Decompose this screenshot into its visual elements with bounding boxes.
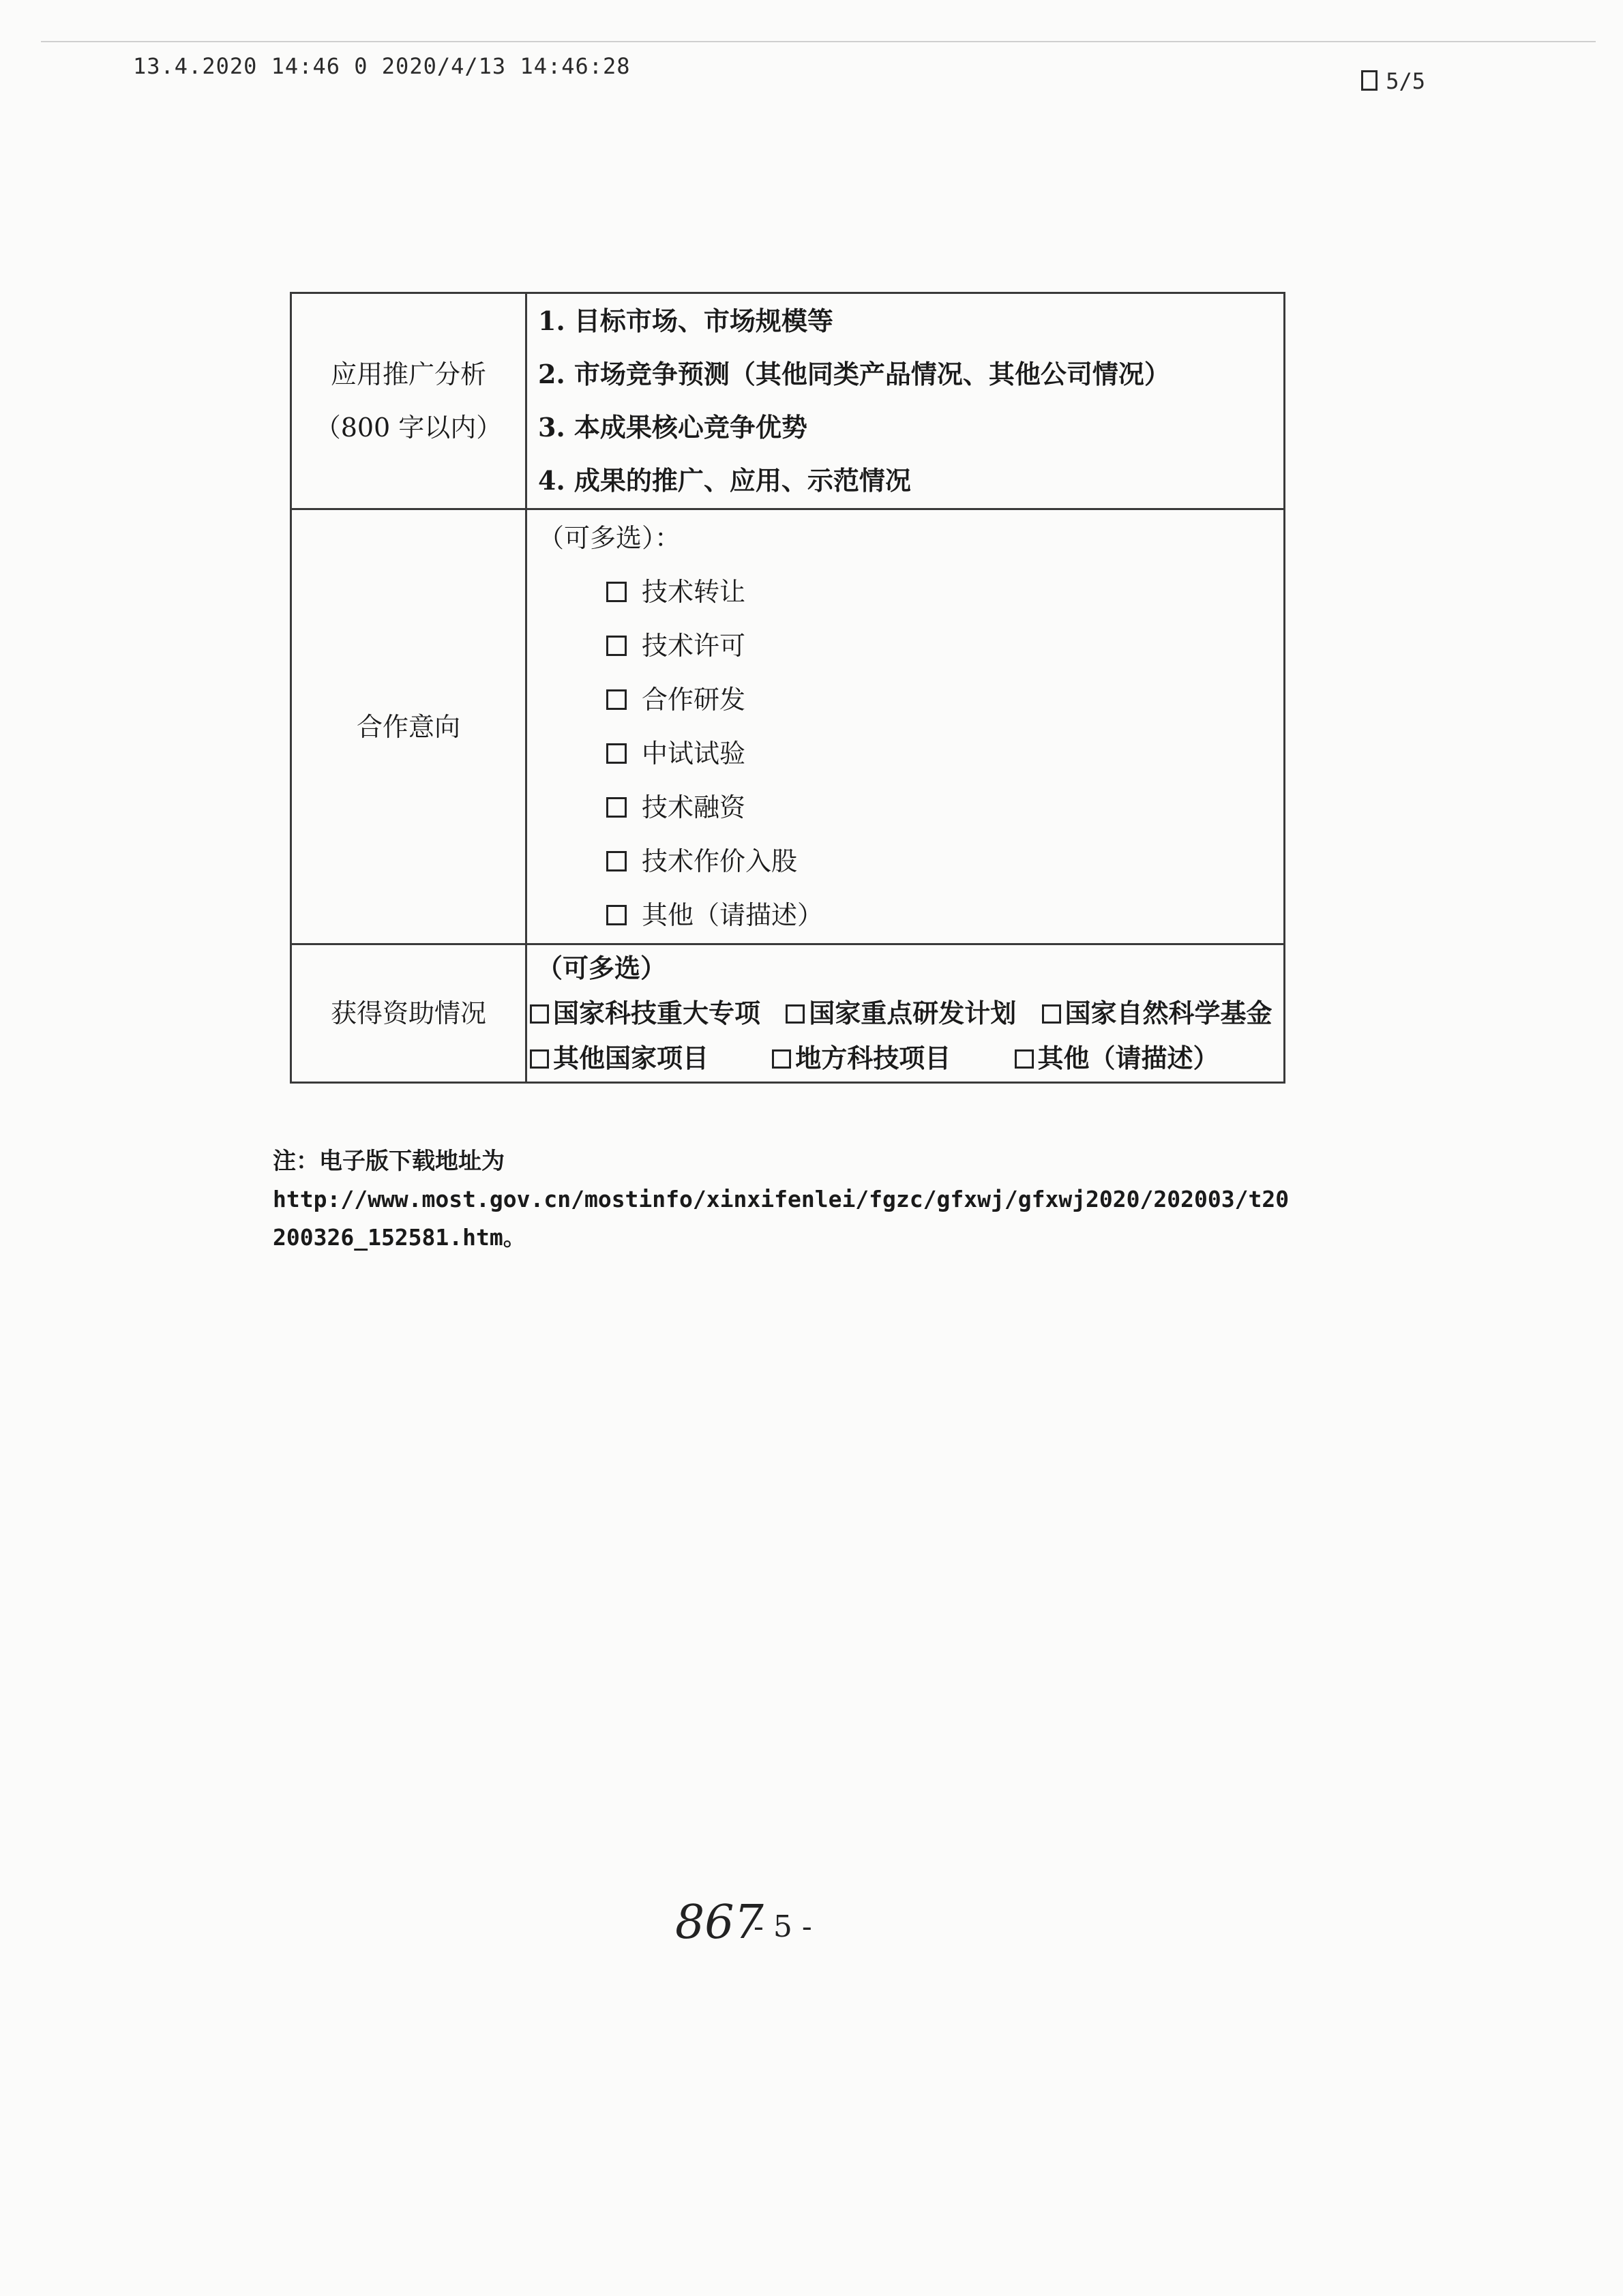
footnote-heading: 注：电子版下载地址为	[273, 1148, 505, 1175]
funding-note: （可多选）	[537, 953, 667, 983]
funding-options-row	[530, 991, 1283, 1036]
scan-top-edge	[41, 41, 1596, 42]
checkbox[interactable]	[530, 1004, 549, 1024]
funding-option-nsfc[interactable]: 国家自然科学基金	[1042, 991, 1272, 1036]
document-icon	[1361, 70, 1378, 91]
checkbox[interactable]	[1042, 1004, 1061, 1024]
funding-option-key-rd[interactable]: 国家重点研发计划	[786, 991, 1016, 1036]
application-line: 1. 目标市场、市场规模等	[538, 305, 833, 336]
funding-option-other[interactable]: 其他（请描述）	[1015, 1036, 1219, 1081]
checkbox[interactable]	[772, 1049, 791, 1069]
checkbox[interactable]	[1015, 1049, 1034, 1069]
cooperation-content	[526, 509, 1285, 944]
checkbox[interactable]	[786, 1004, 805, 1024]
cooperation-label: 合作意向	[291, 509, 526, 944]
handwritten-number: 867	[675, 1896, 764, 1950]
application-label: 应用推广分析 （800 字以内）	[291, 293, 526, 509]
funding-label: 获得资助情况	[291, 944, 526, 1083]
application-line: 2. 市场竞争预测（其他同类产品情况、其他公司情况）	[538, 359, 1170, 389]
checkbox[interactable]	[606, 689, 627, 710]
download-url[interactable]: http://www.most.gov.cn/mostinfo/xinxifenlei/fgzc/gfxwj/gfxwj2020/202003/t20200326_152581.htm。	[273, 1186, 1290, 1251]
funding-options-row	[530, 1036, 1283, 1081]
cooperation-option-joint-rd[interactable]: 合作研发	[538, 673, 1283, 727]
page-number: - 5 -	[754, 1909, 812, 1944]
form-table	[290, 292, 1285, 1084]
checkbox[interactable]	[530, 1049, 549, 1069]
checkbox[interactable]	[606, 851, 627, 871]
checkbox[interactable]	[606, 743, 627, 764]
cooperation-option-financing[interactable]: 技术融资	[538, 781, 1283, 835]
funding-option-major-project[interactable]: 国家科技重大专项	[530, 991, 760, 1036]
cooperation-option-transfer[interactable]: 技术转让	[538, 565, 1283, 619]
checkbox[interactable]	[606, 582, 627, 602]
cooperation-row	[291, 509, 1285, 944]
checkbox[interactable]	[606, 905, 627, 925]
cooperation-option-equity[interactable]: 技术作价入股	[538, 835, 1283, 889]
cooperation-option-pilot-test[interactable]: 中试试验	[538, 727, 1283, 781]
application-row	[291, 293, 1285, 509]
application-line: 3. 本成果核心竞争优势	[538, 412, 807, 443]
cooperation-note: （可多选）：	[538, 523, 681, 553]
funding-option-local[interactable]: 地方科技项目	[772, 1036, 951, 1081]
application-line: 4. 成果的推广、应用、示范情况	[538, 465, 911, 496]
checkbox[interactable]	[606, 797, 627, 818]
fax-page-number: 5/5	[1386, 68, 1425, 94]
funding-content	[526, 944, 1285, 1083]
cooperation-option-other[interactable]: 其他（请描述）	[538, 889, 1283, 942]
fax-page-indicator	[1361, 68, 1425, 94]
checkbox[interactable]	[606, 636, 627, 656]
footnote	[273, 1142, 1296, 1257]
funding-row	[291, 944, 1285, 1083]
application-content	[526, 293, 1285, 509]
fax-header: 13.4.2020 14:46 0 2020/4/13 14:46:28	[133, 53, 631, 79]
cooperation-option-license[interactable]: 技术许可	[538, 619, 1283, 673]
funding-option-other-national[interactable]: 其他国家项目	[530, 1036, 709, 1081]
